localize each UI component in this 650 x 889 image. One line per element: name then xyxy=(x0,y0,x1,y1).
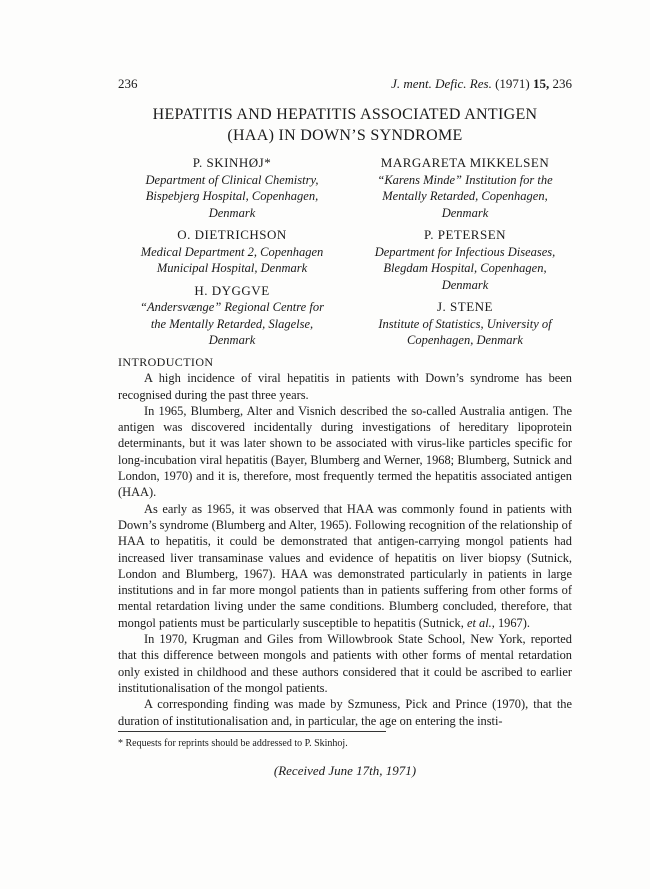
paragraph-text: 1967). xyxy=(497,615,530,630)
footnote: * Requests for reprints should be addressed to P. Skinhoj. xyxy=(118,738,348,749)
affiliation-line: Mentally Retarded, Copenhagen, xyxy=(382,189,548,203)
title-line-2: (HAA) IN DOWN’S SYNDROME xyxy=(227,127,463,144)
paragraph-italic: et al., xyxy=(466,615,495,630)
affiliation-line: Copenhagen, Denmark xyxy=(407,333,523,347)
affiliation-line: Municipal Hospital, Denmark xyxy=(156,261,308,275)
affiliation-line: Denmark xyxy=(441,205,489,220)
journal-name: J. ment. Defic. Res. xyxy=(391,76,492,91)
section-heading: INTRODUCTION xyxy=(118,355,214,369)
affiliation-line: Denmark xyxy=(208,205,256,220)
affiliation-line: Department for Infectious Diseases, xyxy=(374,244,556,259)
author-name: J. STENE xyxy=(437,299,493,314)
author-name: P. PETERSEN xyxy=(423,227,507,242)
journal-page: 236 xyxy=(552,76,572,91)
paragraph-text: As early as 1965, it was observed that HAA was commonly found in patients with Down’s syndrome (Blumberg and Alter, 1965). Following recognition of the relationship of HAA to hepatitis, it could be demonstrated that antigen-carrying mongol patients had increased liver transaminase values and evidence of hepatitis on liver biopsy (Sutnick, London and Blumberg, 1967). HAA was demonstrated particularly in patients in large institutions and in far more mongol patients than in patients suffering from other forms of mental retardation living under the same conditions. Blumberg concluded, therefore, that mongol patients must be particularly susceptible to hepatitis (Sutnick, xyxy=(118,501,572,630)
affiliation-line: “Andersvænge” Regional Centre for xyxy=(140,300,324,314)
affiliation-line: Department of Clinical Chemistry, xyxy=(145,172,319,187)
received-date: (Received June 17th, 1971) xyxy=(273,763,417,778)
paragraph xyxy=(118,501,572,631)
author-affiliation xyxy=(118,244,346,277)
author-name: MARGARETA MIKKELSEN xyxy=(380,155,550,170)
affiliation-line: Medical Department 2, Copenhagen xyxy=(140,244,324,259)
author-affiliation xyxy=(118,299,346,349)
article-body xyxy=(118,354,572,729)
author-affiliation xyxy=(118,172,346,222)
paragraph: A corresponding finding was made by Szmuness, Pick and Prince (1970), that the duration of institutionalisation and, in particular, the age on entering the insti- xyxy=(118,697,572,728)
page-number: 236 xyxy=(118,76,138,91)
author-name: O. DIETRICHSON xyxy=(177,227,287,242)
author-affiliation xyxy=(358,172,572,222)
affiliation-line: Institute of Statistics, University of xyxy=(378,316,552,331)
affiliation-line: the Mentally Retarded, Slagelse, xyxy=(150,316,314,331)
author-column-left xyxy=(118,153,346,349)
journal-year: (1971) xyxy=(495,76,530,91)
journal-citation xyxy=(391,76,572,92)
footnote-divider xyxy=(118,731,386,732)
affiliation-line: Bispebjerg Hospital, Copenhagen, xyxy=(145,189,319,203)
author-name: P. SKINHØJ* xyxy=(192,155,272,170)
author-name: H. DYGGVE xyxy=(194,282,270,298)
affiliation-line: Denmark xyxy=(441,277,489,292)
author-affiliation xyxy=(358,244,572,294)
affiliation-line: Blegdam Hospital, Copenhagen, xyxy=(383,261,547,275)
paragraph: In 1965, Blumberg, Alter and Visnich described the so-called Australia antigen. The antigen was discovered incidentally during investigations of hereditary lipoprotein determinants, but it was later shown to be associated with virus-like particles specific for long-incubation viral hepatitis (Bayer, Blumberg and Werner, 1968; Blumberg, Sutnick and London, 1970) and it is, therefore, most frequently termed the hepatitis associated antigen (HAA). xyxy=(118,403,572,500)
affiliation-line: “Karens Minde” Institution for the xyxy=(377,172,553,187)
affiliation-line: Denmark xyxy=(208,333,256,347)
paragraph: In 1970, Krugman and Giles from Willowbrook State School, New York, reported that this difference between mongols and patients with other forms of mental retardation only existed in childhood and these authors considered that it could be ascribed to earlier institutionalisation of the mongol patients. xyxy=(118,632,572,695)
journal-volume: 15, xyxy=(533,76,550,91)
author-column-right xyxy=(358,153,572,349)
paragraph: A high incidence of viral hepatitis in patients with Down’s syndrome has been recognised during the past three years. xyxy=(118,371,572,402)
article-title xyxy=(118,104,572,146)
title-line-1: HEPATITIS AND HEPATITIS ASSOCIATED ANTIGEN xyxy=(152,106,538,123)
author-affiliation xyxy=(358,316,572,349)
